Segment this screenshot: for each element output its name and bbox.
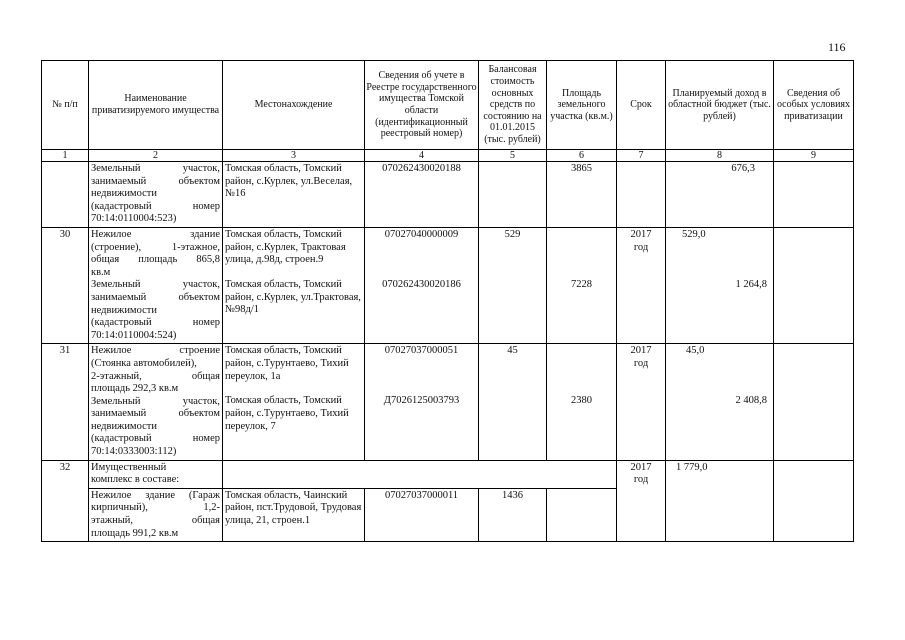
balance-value: 1436 xyxy=(479,488,547,541)
merged-empty-cell xyxy=(223,460,617,488)
column-number: 2 xyxy=(89,150,223,162)
row-number: 30 xyxy=(42,227,89,343)
name-line: площадь 292,3 кв.м xyxy=(91,383,179,395)
column-number: 8 xyxy=(666,150,774,162)
header-income: Планируемый доход в областной бюджет (тыс. рублей) xyxy=(666,61,774,150)
header-location: Местонахождение xyxy=(223,61,365,150)
property-location: Томская область, Чаинский район, пст.Трудовой, Трудовая улица, 21, строен.1 xyxy=(223,488,365,541)
name-line: кв.м xyxy=(91,266,111,278)
name-line: 70:14:0110004:524) xyxy=(91,329,177,341)
land-area: 3865 xyxy=(547,162,617,228)
balance-value: 45 xyxy=(479,344,547,460)
privatization-register-table xyxy=(41,60,854,542)
location-building: Томская область, Томский район, с.Курлек, Трактовая улица, д.98д, строен.9 xyxy=(225,228,346,266)
location-land: Томская область, Томский район, с.Турунтаево, Тихий переулок, 7 xyxy=(225,395,349,432)
registry-number xyxy=(365,227,479,343)
table-row xyxy=(42,162,854,228)
land-area xyxy=(547,488,617,541)
location-land: Томская область, Томский район, с.Курлек, ул.Трактовая, №98д/1 xyxy=(225,278,361,316)
name-line: занимаемый объектом xyxy=(91,291,220,303)
property-name xyxy=(89,162,223,228)
row-number: 31 xyxy=(42,344,89,460)
name-line: занимаемый объектом xyxy=(91,175,220,187)
name-line: 70:14:0110004:523) xyxy=(91,213,177,225)
income-land: 2 408,8 xyxy=(735,395,767,407)
property-name xyxy=(89,488,223,541)
column-number: 9 xyxy=(774,150,854,162)
balance-value xyxy=(479,162,547,228)
term xyxy=(617,162,666,228)
table-row xyxy=(42,460,854,488)
header-balance: Балансовая стоимость основных средств по состоянию на 01.01.2015 (тыс. рублей) xyxy=(479,61,547,150)
header-conditions: Сведения об особых условиях приватизации xyxy=(774,61,854,150)
income-building: 529,0 xyxy=(682,228,706,240)
registry-land: 070262430020186 xyxy=(382,278,461,290)
name-line: комплекс в составе: xyxy=(91,474,180,486)
name-line: Имущественный xyxy=(91,461,167,473)
header-registry: Сведения об учете в Реестре государственного имущества Томской области (идентификационный реестровый номер) xyxy=(365,61,479,150)
registry-building: 07027040000009 xyxy=(384,228,459,240)
property-location xyxy=(223,227,365,343)
column-number: 1 xyxy=(42,150,89,162)
column-number-row xyxy=(42,150,854,162)
name-line: Нежилое строение xyxy=(91,345,220,357)
column-number: 7 xyxy=(617,150,666,162)
header-area: Площадь земельного участка (кв.м.) xyxy=(547,61,617,150)
column-number: 4 xyxy=(365,150,479,162)
header-name: Наименование приватизируемого имущества xyxy=(89,61,223,150)
name-line: 70:14:0333003:112) xyxy=(91,446,177,458)
column-number: 3 xyxy=(223,150,365,162)
location-building: Томская область, Томский район, с.Турунтаево, Тихий переулок, 1а xyxy=(225,345,349,382)
header-row xyxy=(42,61,854,150)
planned-income xyxy=(666,227,774,343)
registry-number xyxy=(365,344,479,460)
term: 2017 год xyxy=(617,344,666,460)
planned-income: 676,3 xyxy=(666,162,774,228)
special-conditions xyxy=(774,344,854,460)
name-line: Земельный участок, xyxy=(91,163,220,174)
term: 2017 год xyxy=(617,227,666,343)
special-conditions xyxy=(774,162,854,228)
name-line: недвижимости xyxy=(91,304,157,316)
table-row xyxy=(42,344,854,460)
term: 2017 год xyxy=(617,460,666,542)
name-line: этажный, общая xyxy=(91,515,220,527)
column-number: 5 xyxy=(479,150,547,162)
name-line: Нежилое здание xyxy=(91,228,220,240)
registry-number: 07027037000011 xyxy=(365,488,479,541)
planned-income: 1 779,0 xyxy=(666,460,774,542)
header-term: Срок xyxy=(617,61,666,150)
registry-building: 07027037000051 xyxy=(384,345,459,357)
registry-land: Д7026125003793 xyxy=(383,395,460,407)
special-conditions xyxy=(774,460,854,542)
row-number xyxy=(42,162,89,228)
table-row xyxy=(42,227,854,343)
special-conditions xyxy=(774,227,854,343)
row-number: 32 xyxy=(42,460,89,542)
name-line: (кадастровый номер xyxy=(91,200,220,212)
name-line: занимаемый объектом xyxy=(91,408,220,420)
name-line: площадь 991,2 кв.м xyxy=(91,527,179,539)
property-name xyxy=(89,344,223,460)
name-line: (кадастровый номер xyxy=(91,317,220,329)
land-area: 2380 xyxy=(547,344,617,460)
name-line: недвижимости xyxy=(91,188,157,200)
column-number: 6 xyxy=(547,150,617,162)
land-area: 7228 xyxy=(547,227,617,343)
name-line: (кадастровый номер xyxy=(91,433,220,445)
property-name xyxy=(89,460,223,488)
name-line: 2-этажный, общая xyxy=(91,370,220,382)
name-line: Земельный участок, xyxy=(91,395,220,407)
name-line: (строение), 1-этажное, xyxy=(91,241,220,253)
name-line: (Стоянка автомобилей), xyxy=(91,357,197,369)
name-line: кирпичный), 1,2- xyxy=(91,502,220,514)
page-number: 116 xyxy=(828,40,846,54)
property-location xyxy=(223,344,365,460)
property-location: Томская область, Томский район, с.Курлек, ул.Веселая, №16 xyxy=(223,162,365,228)
name-line: общая площадь 865,8 xyxy=(91,254,220,266)
name-line: Нежилое здание (Гараж xyxy=(91,489,220,501)
name-line: Земельный участок, xyxy=(91,279,220,291)
header-num: № п/п xyxy=(42,61,89,150)
income-land: 1 264,8 xyxy=(735,278,767,290)
registry-number: 070262430020188 xyxy=(365,162,479,228)
income-building: 45,0 xyxy=(686,345,705,357)
planned-income xyxy=(666,344,774,460)
balance-value: 529 xyxy=(479,227,547,343)
property-name xyxy=(89,227,223,343)
name-line: недвижимости xyxy=(91,420,157,432)
